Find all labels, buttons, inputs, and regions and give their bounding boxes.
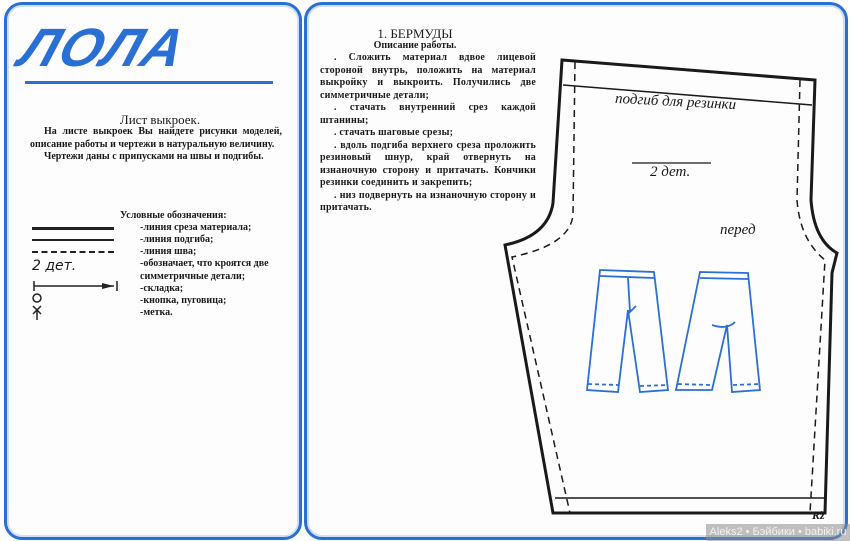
legend-item: -обозначает, что кроятся две симметричные детали; [140, 258, 269, 282]
shorts-back-drawing [676, 272, 760, 392]
watermark: Aleks2 • Бэйбики • babiki.ru [706, 524, 850, 541]
work-description-title: Описание работы. [373, 40, 457, 51]
shorts-front-drawing [587, 270, 668, 392]
legend-item: -кнопка, пуговица; [140, 295, 227, 306]
legend-item: -складка; [140, 283, 184, 294]
step: . стачать шаговые срезы; [334, 127, 454, 138]
seam-line [512, 62, 575, 513]
note-text: Чертежи даны с припусками на швы и подгибы. [44, 151, 264, 162]
signature: Rž [812, 508, 825, 522]
step: . Сложить материал вдвое лицевой стороной внутрь, положить на материал выкройку и выкроить. Получились две симметричные детали; [320, 52, 536, 101]
two-pieces-symbol: 2 дет. [32, 258, 77, 274]
pieces-count-label: 2 дет. [650, 164, 691, 180]
legend-item: -линия шва; [140, 246, 197, 257]
fold-label: подгиб для резинки [614, 90, 737, 114]
seam-line [797, 80, 825, 513]
step: . вдоль подгиба верхнего среза проложить резиновый шнур, край отвернуть на изнаночную сторону и притачать. Кончики резинки соединить и закрепить; [320, 139, 536, 188]
piece-name-label: перед [720, 222, 756, 238]
intro-text: На листе выкроек Вы найдете рисунки моделей, описание работы и чертежи в натуральную величину. [30, 126, 282, 150]
legend-item: -метка. [140, 307, 173, 318]
legend-item: -линия подгиба; [140, 234, 214, 245]
step: . стачать внутренний срез каждой штанины; [320, 102, 536, 126]
logo: ЛОЛА [12, 18, 195, 78]
model-title: 1. БЕРМУДЫ [377, 26, 453, 41]
step: . низ подвернуть на изнаночную сторону и притачать. [320, 189, 536, 213]
legend-item: -линия среза материала; [140, 222, 252, 233]
sheet-title: Лист выкроек. [119, 112, 201, 127]
legend-title: Условные обозначения: [120, 210, 227, 221]
